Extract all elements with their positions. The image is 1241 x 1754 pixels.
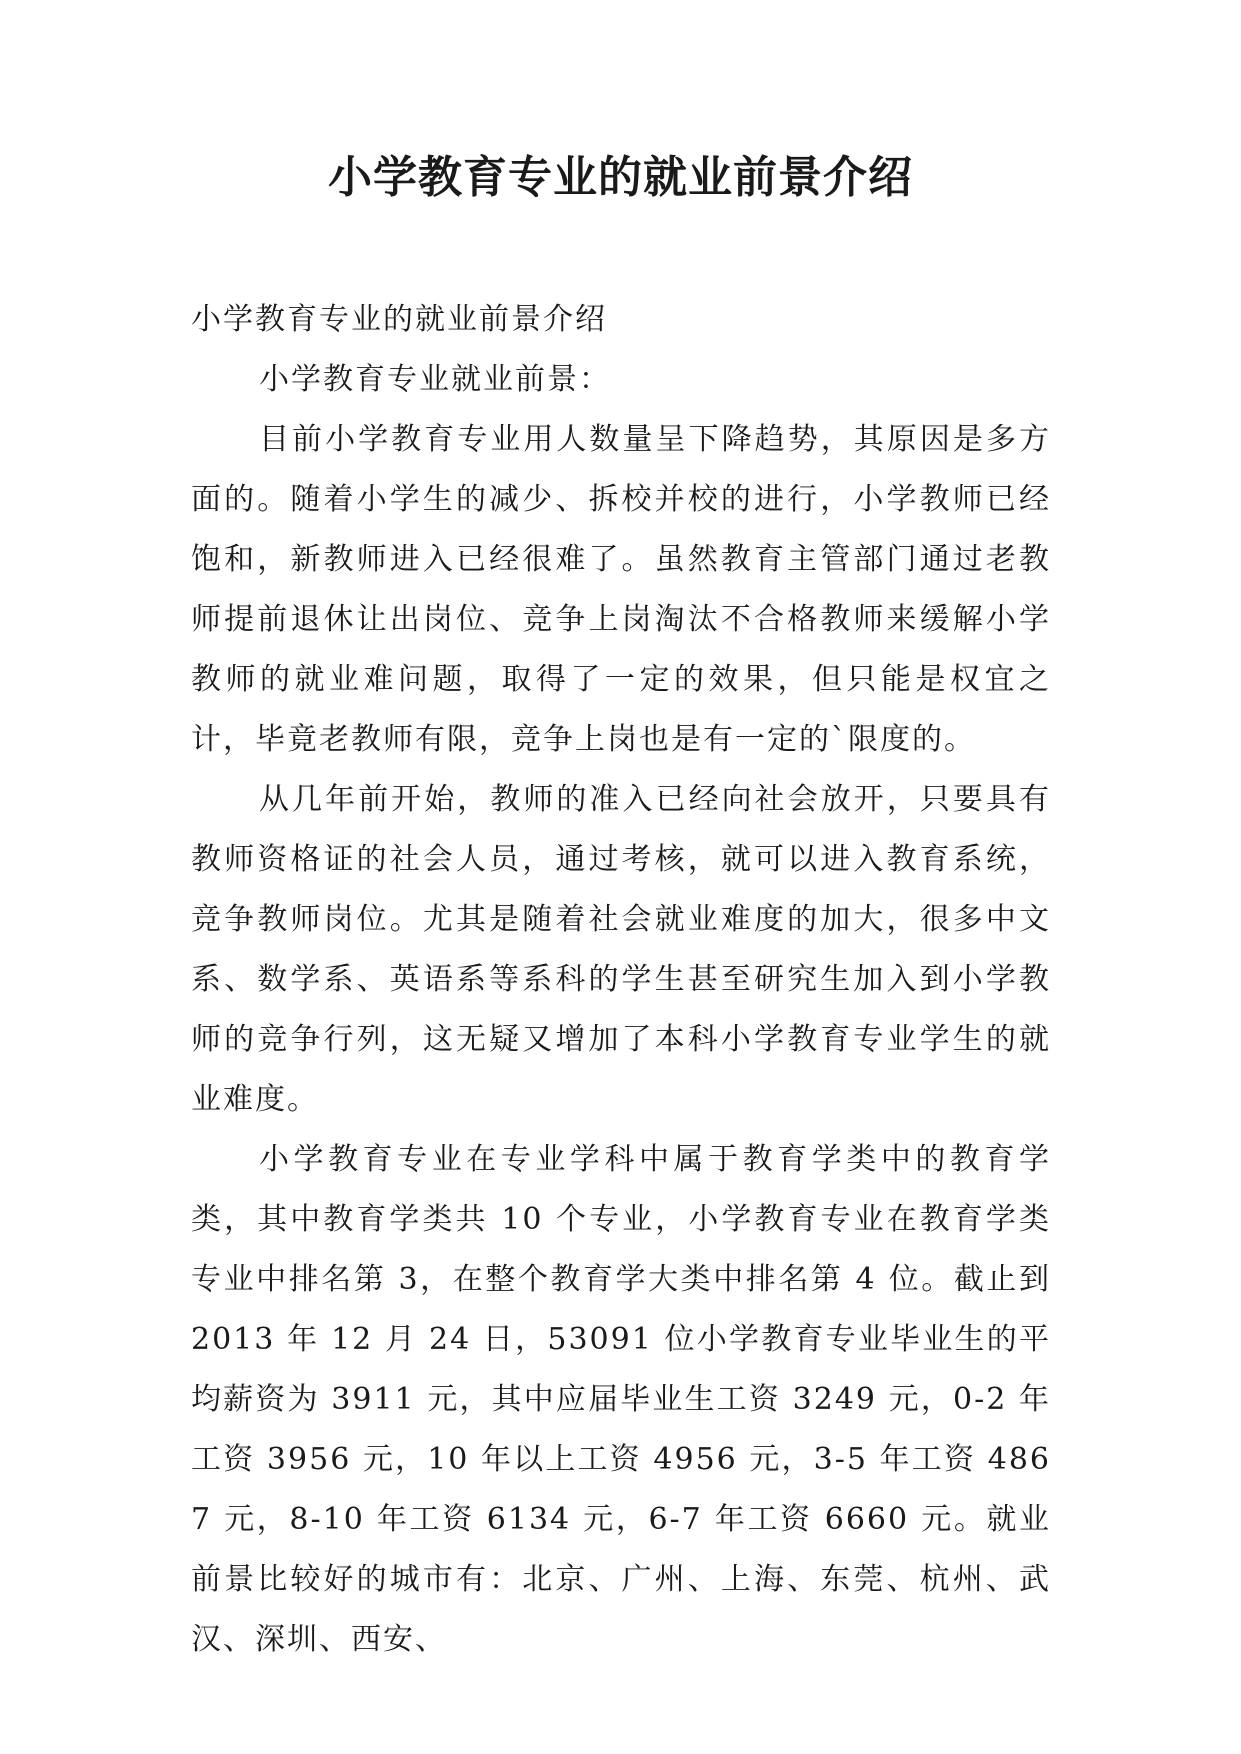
document-title: 小学教育专业的就业前景介绍 bbox=[328, 152, 913, 203]
paragraph: 从几年前开始，教师的准入已经向社会放开，只要具有教师资格证的社会人员，通过考核，就可以进入教育系统，竞争教师岗位。尤其是随着社会就业难度的加大，很多中文系、数学系、英语系等系科的学生甚至研究生加入到小学教师的竞争行列，这无疑又增加了本科小学教育专业学生的就业难度。 bbox=[191, 782, 1051, 1117]
paragraph: 目前小学教育专业用人数量呈下降趋势，其原因是多方面的。随着小学生的减少、拆校并校的进行，小学教师已经饱和，新教师进入已经很难了。虽然教育主管部门通过老教师提前退休让出岗位、竞争上岗淘汰不合格教师来缓解小学教师的就业难问题，取得了一定的效果，但只能是权宜之计，毕竟老教师有限，竞争上岗也是有一定的`限度的。 bbox=[191, 422, 1051, 757]
document-body bbox=[191, 290, 1051, 1670]
section-heading: 小学教育专业就业前景： bbox=[259, 362, 611, 397]
paragraph: 小学教育专业在专业学科中属于教育学类中的教育学类，其中教育学类共 10 个专业，小学教育专业在教育学类专业中排名第 3，在整个教育学大类中排名第 4 位。截止到 2013 年 12 月 24 日，53091 位小学教育专业毕业生的平均薪资为 3911 元，其中应届毕业生工资 3249 元，0-2 年工资 3956 元，10 年以上工资 4956 元，3-5 年工资 4867 元，8-10 年工资 6134 元，6-7 年工资 6660 元。就业前景比较好的城市有：北京、广州、上海、东莞、杭州、武汉、深圳、西安、 bbox=[191, 1142, 1051, 1657]
document-subtitle: 小学教育专业的就业前景介绍 bbox=[191, 302, 607, 337]
